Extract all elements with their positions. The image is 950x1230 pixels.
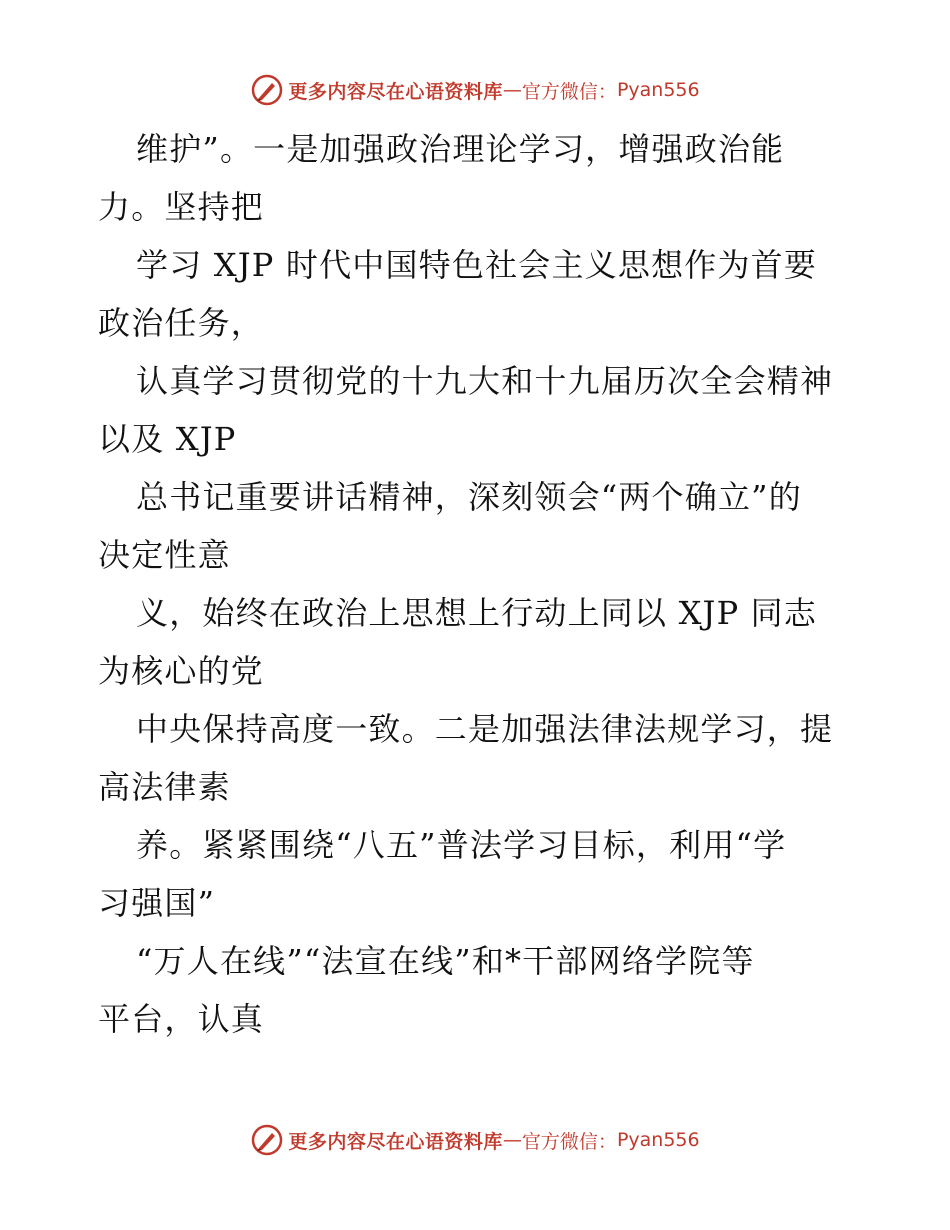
text-line: 义，始终在政治上思想上行动上同以 XJP 同志 (136, 594, 818, 632)
text-line: 习强国” (98, 884, 216, 922)
text-line: 决定性意 (98, 536, 231, 574)
text-line: 平台，认真 (98, 1000, 265, 1038)
document-body (98, 120, 858, 1048)
text-line: 中央保持高度一致。二是加强法律法规学习，提 (136, 710, 834, 748)
text-line: 以及 XJP (98, 420, 237, 458)
pen-logo-icon (250, 1123, 284, 1157)
text-line: 政治任务， (98, 304, 265, 342)
text-line: “万人在线”“法宣在线”和*干部网络学院等 (136, 942, 755, 980)
pen-logo-icon (250, 73, 284, 107)
text-line: 力。坚持把 (98, 188, 265, 226)
text-line: 总书记重要讲话精神，深刻领会“两个确立”的 (136, 478, 802, 516)
watermark-id: Pyan556 (616, 79, 700, 101)
text-line: 维护”。一是加强政治理论学习，增强政治能 (136, 130, 785, 168)
watermark-label: 官方微信： (521, 1130, 617, 1153)
header-watermark (0, 70, 950, 110)
text-line: 高法律素 (98, 768, 231, 806)
text-line: 为核心的党 (98, 652, 265, 690)
text-line: 学习 XJP 时代中国特色社会主义思想作为首要 (136, 246, 818, 284)
text-line: 养。紧紧围绕“八五”普法学习目标，利用“学 (136, 826, 787, 864)
footer-watermark (0, 1120, 950, 1160)
watermark-separator: — (502, 1129, 522, 1151)
watermark-brand: 更多内容尽在心语资料库 (288, 1130, 503, 1153)
watermark-label: 官方微信： (521, 80, 617, 103)
watermark-separator: — (502, 79, 522, 101)
watermark-id: Pyan556 (616, 1129, 700, 1151)
text-line: 认真学习贯彻党的十九大和十九届历次全会精神 (136, 362, 834, 400)
watermark-brand: 更多内容尽在心语资料库 (288, 80, 503, 103)
